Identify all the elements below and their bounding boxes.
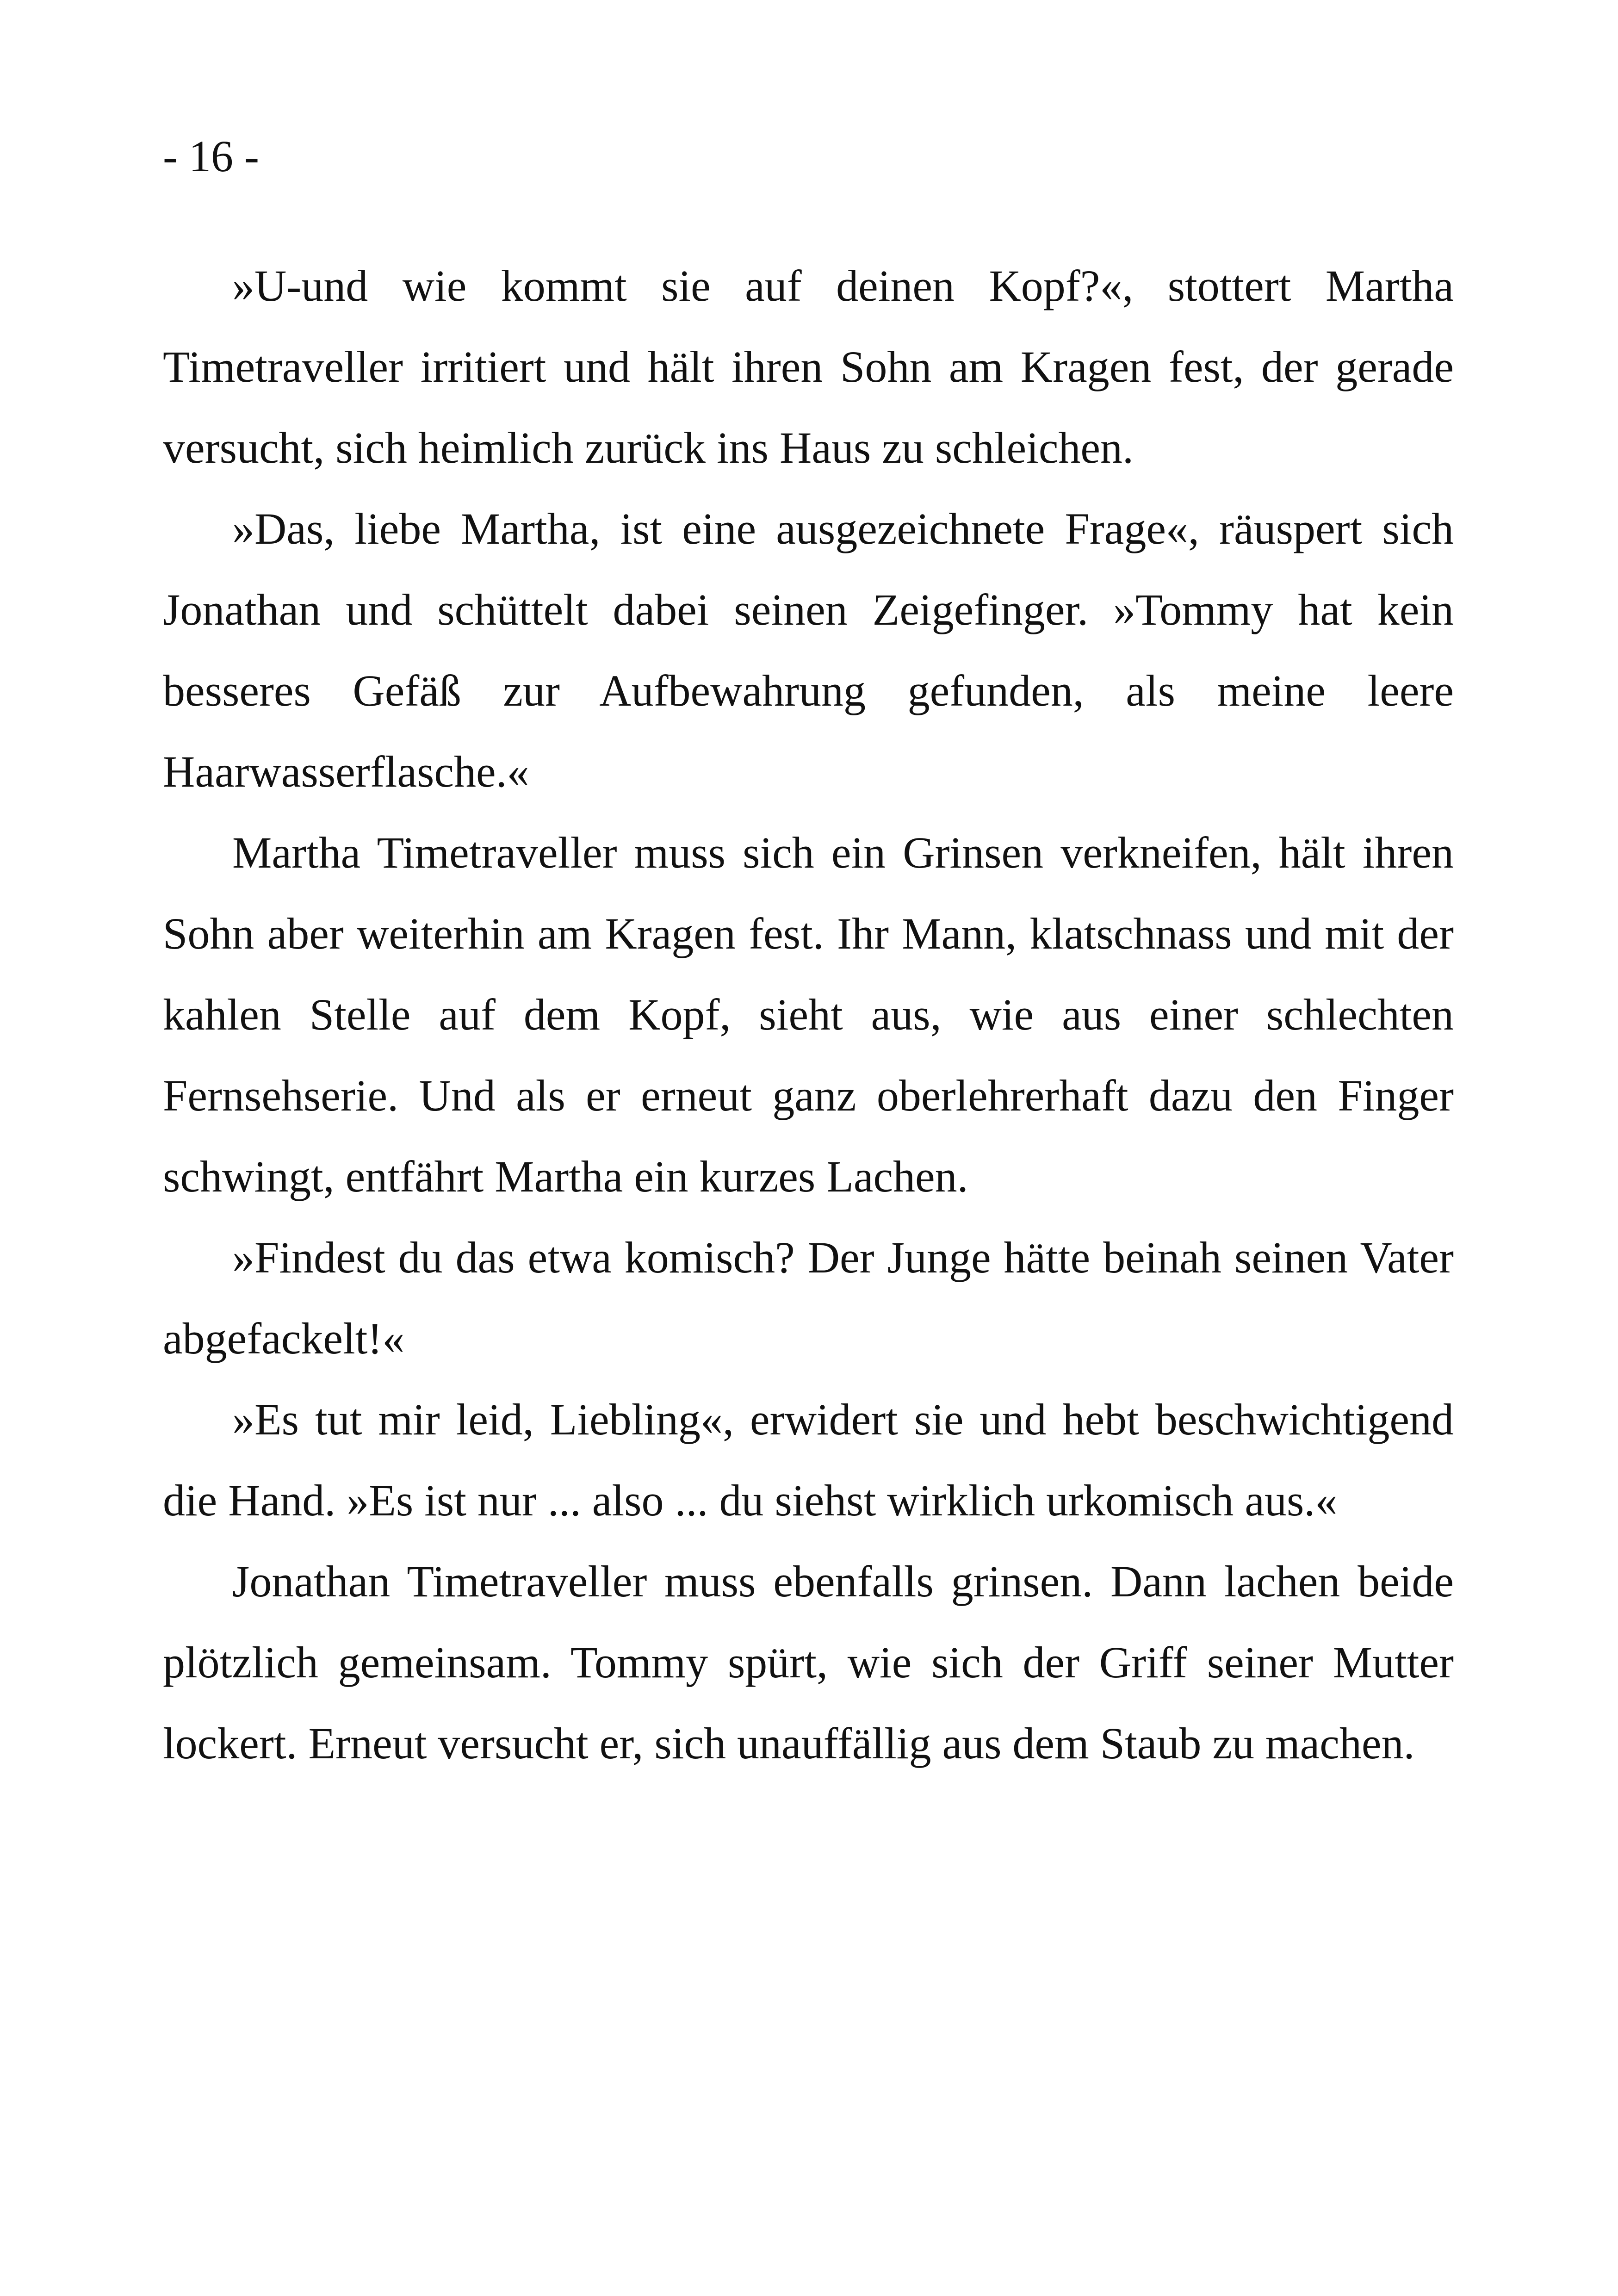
paragraph: Jonathan Timetraveller muss ebenfalls grinsen. Dann lachen beide plötzlich gemeinsam. Tommy spürt, wie sich der Griff seiner Mutter lockert. Erneut versucht er, sich unauffällig aus dem Staub zu machen. (163, 1557, 1454, 1768)
body-text (163, 245, 1454, 1784)
paragraph: »Findest du das etwa komisch? Der Junge hätte beinah seinen Vater abgefackelt!« (163, 1233, 1454, 1363)
paragraph: »Das, liebe Martha, ist eine ausgezeichnete Frage«, räuspert sich Jonathan und schüttelt dabei seinen Zeigefinger. »Tommy hat kein besseres Gefäß zur Aufbewahrung gefunden, als meine leere Haarwasserflasche.« (163, 504, 1454, 796)
page-number: - 16 - (163, 131, 259, 181)
paragraph: »U-und wie kommt sie auf deinen Kopf?«, stottert Martha Timetraveller irritiert und hält ihren Sohn am Kragen fest, der gerade versucht, sich heimlich zurück ins Haus zu schleichen. (163, 261, 1454, 472)
paragraph: Martha Timetraveller muss sich ein Grinsen verkneifen, hält ihren Sohn aber weiterhin am Kragen fest. Ihr Mann, klatschnass und mit der kahlen Stelle auf dem Kopf, sieht aus, wie aus einer schlechten Fernsehserie. Und als er erneut ganz oberlehrerhaft dazu den Finger schwingt, entfährt Martha ein kurzes Lachen. (163, 828, 1454, 1201)
paragraph: »Es tut mir leid, Liebling«, erwidert sie und hebt beschwichtigend die Hand. »Es ist nur ... also ... du siehst wirklich urkomisch aus.« (163, 1395, 1454, 1525)
